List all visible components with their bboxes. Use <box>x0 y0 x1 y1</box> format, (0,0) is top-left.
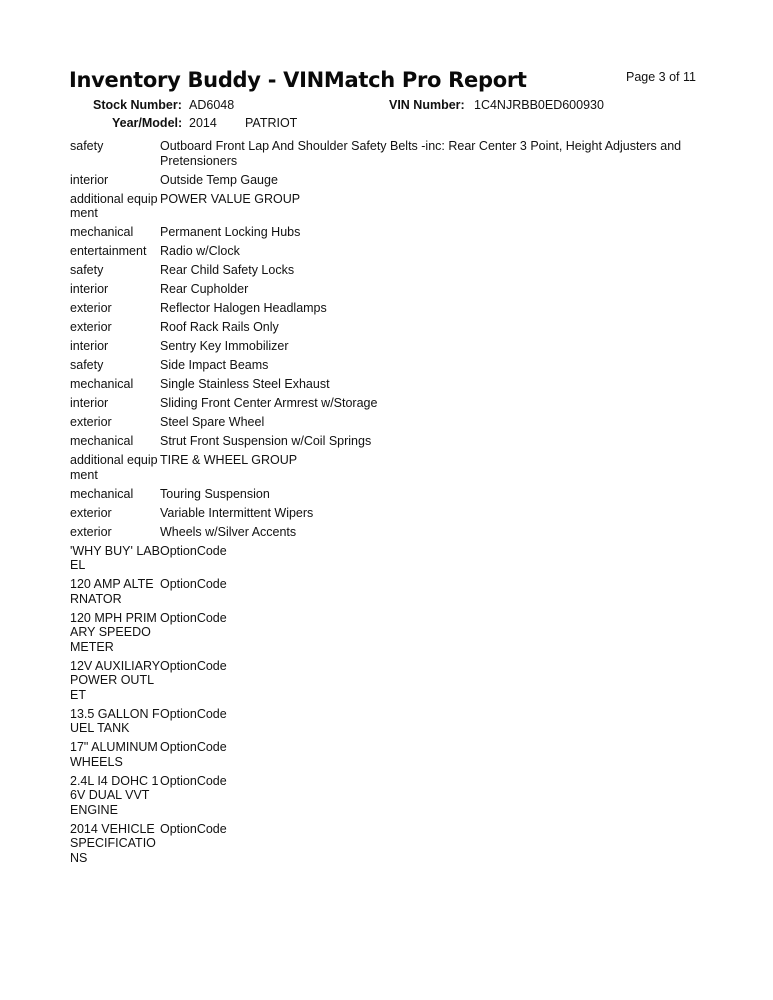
table-row <box>70 740 710 774</box>
table-row <box>70 282 710 301</box>
table-row <box>70 659 710 707</box>
table-row <box>70 396 710 415</box>
row-category: 2014 VEHICLE SPECIFICATIONS <box>70 821 156 865</box>
row-category: 12V AUXILIARY POWER OUTLET <box>70 658 160 702</box>
table-row <box>70 506 710 525</box>
row-description: OptionCode <box>160 658 227 673</box>
row-description: OptionCode <box>160 706 227 721</box>
table-row <box>70 320 710 339</box>
row-description: OptionCode <box>160 773 227 788</box>
table-row <box>70 611 710 659</box>
table-row <box>70 301 710 320</box>
row-description: Strut Front Suspension w/Coil Springs <box>160 434 372 448</box>
row-description: Sliding Front Center Armrest w/Storage <box>160 396 378 410</box>
row-description: Rear Child Safety Locks <box>160 263 295 277</box>
row-category: 2.4L I4 DOHC 16V DUAL VVT ENGINE <box>70 773 159 817</box>
row-category: exterior <box>70 415 112 429</box>
table-row <box>70 525 710 544</box>
row-description: POWER VALUE GROUP <box>160 191 301 206</box>
vin-value: 1C4NJRBB0ED600930 <box>474 98 604 112</box>
row-category: safety <box>70 263 104 277</box>
table-row <box>70 358 710 377</box>
row-category: 17" ALUMINUM WHEELS <box>70 740 158 769</box>
year-value: 2014 <box>189 116 217 130</box>
row-description: Sentry Key Immobilizer <box>160 339 289 353</box>
row-description: TIRE & WHEEL GROUP <box>160 453 298 467</box>
table-row <box>70 544 710 578</box>
row-description: Wheels w/Silver Accents <box>160 524 297 539</box>
table-row <box>70 339 710 358</box>
table-row <box>70 707 710 741</box>
row-category: safety <box>70 358 104 372</box>
table-row <box>70 434 710 453</box>
report-title: Inventory Buddy - VINMatch Pro Report <box>69 68 527 92</box>
row-category: 13.5 GALLON FUEL TANK <box>70 706 160 735</box>
table-row <box>70 453 710 487</box>
row-description: Touring Suspension <box>160 486 270 501</box>
row-description: OptionCode <box>160 821 227 836</box>
model-value: PATRIOT <box>245 116 298 130</box>
row-category: mechanical <box>70 434 134 448</box>
table-row <box>70 225 710 244</box>
row-description: Outboard Front Lap And Shoulder Safety Belts -inc: Rear Center 3 Point, Height Adjusters and Pretensioners <box>160 139 682 168</box>
row-description: Single Stainless Steel Exhaust <box>160 377 330 391</box>
row-category: mechanical <box>70 486 134 501</box>
row-description: Permanent Locking Hubs <box>160 225 301 239</box>
row-category: mechanical <box>70 377 134 391</box>
row-category: 'WHY BUY' LABEL <box>70 543 160 572</box>
table-row <box>70 774 710 822</box>
row-category: 120 AMP ALTERNATOR <box>70 577 154 606</box>
stock-number-value: AD6048 <box>189 98 235 112</box>
stock-number-label: Stock Number: <box>93 98 182 112</box>
page-indicator: Page 3 of 11 <box>626 70 696 84</box>
row-category: additional equipment <box>70 453 158 482</box>
row-description: OptionCode <box>160 577 227 591</box>
row-description: Roof Rack Rails Only <box>160 320 279 334</box>
row-category: entertainment <box>70 244 147 258</box>
row-category: additional equipment <box>70 191 158 220</box>
row-description: OptionCode <box>160 610 227 625</box>
row-description: Rear Cupholder <box>160 282 249 296</box>
row-category: interior <box>70 172 109 187</box>
row-category: exterior <box>70 301 112 315</box>
table-row <box>70 377 710 396</box>
row-description: Side Impact Beams <box>160 358 269 372</box>
row-description: OptionCode <box>160 543 227 558</box>
row-category: exterior <box>70 320 112 334</box>
row-category: safety <box>70 139 104 153</box>
table-row <box>70 577 710 611</box>
row-category: exterior <box>70 505 112 520</box>
table-row <box>70 415 710 434</box>
features-table <box>70 139 710 870</box>
table-row <box>70 173 710 192</box>
row-description: Outside Temp Gauge <box>160 172 278 187</box>
row-category: interior <box>70 339 109 353</box>
table-row <box>70 263 710 282</box>
row-category: 120 MPH PRIMARY SPEEDOMETER <box>70 610 157 654</box>
row-category: interior <box>70 282 109 296</box>
year-model-label: Year/Model: <box>112 116 183 130</box>
row-description: Variable Intermittent Wipers <box>160 505 314 520</box>
table-row <box>70 487 710 506</box>
table-row <box>70 822 710 870</box>
row-description: Steel Spare Wheel <box>160 415 265 429</box>
table-row <box>70 192 710 226</box>
row-description: Radio w/Clock <box>160 244 240 258</box>
row-category: mechanical <box>70 225 134 239</box>
row-description: Reflector Halogen Headlamps <box>160 301 327 315</box>
row-category: exterior <box>70 524 112 539</box>
vin-label: VIN Number: <box>389 98 465 112</box>
table-row <box>70 139 710 173</box>
row-category: interior <box>70 396 109 410</box>
table-row <box>70 244 710 263</box>
row-description: OptionCode <box>160 740 227 754</box>
